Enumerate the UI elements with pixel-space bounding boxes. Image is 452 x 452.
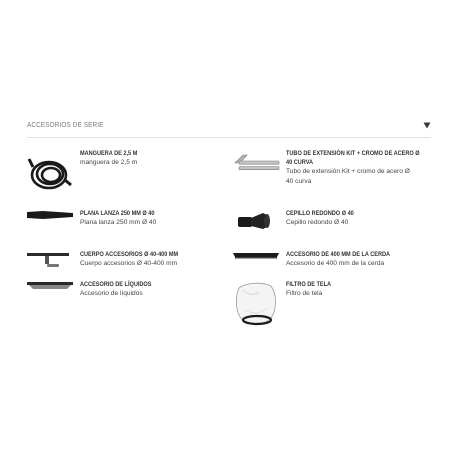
accessory-name: MANGUERA DE 2,5 M (80, 150, 138, 157)
bristle-strip-icon (233, 250, 281, 262)
accessory-description: Cuerpo accesorios Ø 40-400 mm (80, 260, 178, 267)
floor-tool-body-icon (27, 250, 75, 270)
section-divider (27, 137, 431, 138)
hose-icon (27, 149, 75, 197)
accessory-name: ACCESORIO DE LÍQUIDOS (80, 281, 152, 288)
accessory-description: Cepillo redondo Ø 40 (286, 219, 349, 226)
accessory-name: ACCESORIO DE 400 MM DE LA CERDA (286, 251, 391, 258)
accessory-description: Tubo de extensión Kit + cromo de acero Ø 40 curva (286, 168, 410, 185)
accessory-name: TUBO DE EXTENSIÓN KIT + CROMO DE ACERO Ø 40 CURVA (286, 150, 420, 166)
extension-tube-icon (233, 149, 281, 179)
round-brush-icon (233, 209, 281, 233)
accessory-name: PLANA LANZA 250 MM Ø 40 (80, 210, 155, 217)
accessory-name: CUERPO ACCESORIOS Ø 40-400 MM (80, 251, 179, 258)
section-header[interactable] (27, 121, 431, 133)
accessory-description: Accesorio de líquidos (80, 290, 143, 297)
accessory-description: Plana lanza 250 mm Ø 40 (80, 219, 157, 226)
accessory-name: CEPILLO REDONDO Ø 40 (286, 210, 354, 217)
squeegee-strip-icon (27, 280, 75, 294)
accessory-description: Filtro de tela (286, 290, 323, 297)
accessory-description: manguera de 2,5 m (80, 159, 138, 166)
cloth-filter-icon (233, 280, 281, 326)
accessory-description: Accesorio de 400 mm de la cerda (286, 260, 385, 267)
section-title: ACCESORIOS DE SERIE (27, 122, 104, 129)
triangle-down-icon[interactable] (423, 122, 431, 129)
accessory-name: FILTRO DE TELA (286, 281, 332, 288)
crevice-nozzle-icon (27, 209, 75, 225)
